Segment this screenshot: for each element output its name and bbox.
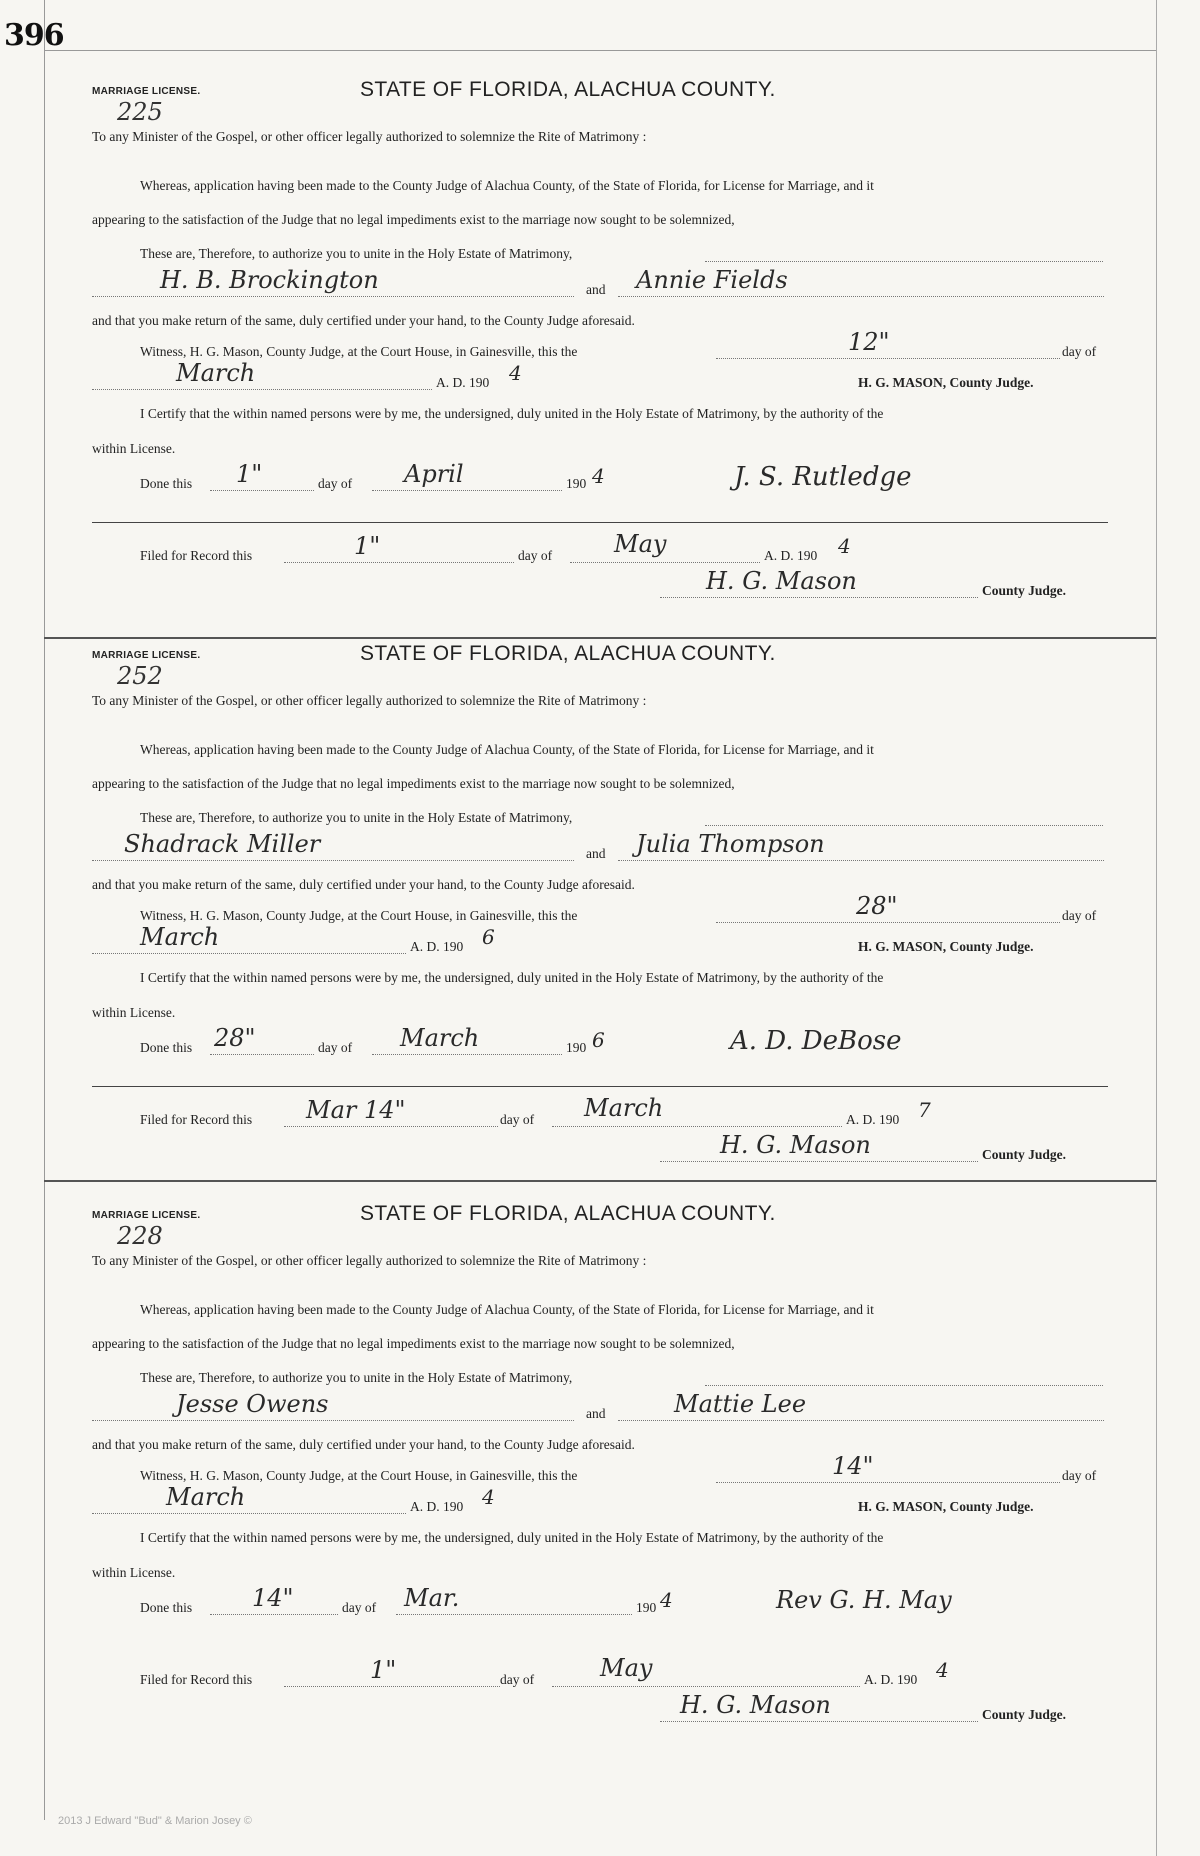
- witness-month: March: [176, 359, 256, 387]
- witness-month-rule: [92, 1513, 406, 1514]
- done-year: 6: [592, 1028, 605, 1052]
- and-label: and: [586, 1406, 606, 1421]
- judge-signature-rule: [660, 597, 978, 598]
- certify-line-2: within License.: [92, 441, 176, 456]
- year-label: 190: [566, 1040, 587, 1055]
- done-month: March: [400, 1024, 480, 1052]
- witness-month: March: [166, 1483, 246, 1511]
- ad-label: A. D. 190: [410, 939, 464, 954]
- day-of-label: day of: [500, 1112, 535, 1127]
- filed-year: 4: [838, 534, 851, 558]
- witness-day-rule: [716, 358, 1060, 359]
- filed-month: May: [614, 530, 667, 558]
- day-of-label: day of: [500, 1672, 535, 1687]
- certify-line-1: I Certify that the within named persons were by me, the undersigned, duly united in the Holy Estate of Matrimony, by the authority of the: [140, 970, 884, 985]
- bride-rule: [618, 860, 1104, 861]
- done-month-rule: [372, 490, 562, 491]
- judge-signature-rule: [660, 1721, 978, 1722]
- whereas-line-2: appearing to the satisfaction of the Judge that no legal impediments exist to the marriage now sought to be solemnized,: [92, 212, 735, 227]
- groom-name: Shadrack Miller: [124, 830, 321, 858]
- return-line: and that you make return of the same, duly certified under your hand, to the County Judge aforesaid.: [92, 1437, 635, 1452]
- filed-month-rule: [570, 562, 760, 563]
- done-month: April: [404, 460, 464, 488]
- ad-label: A. D. 190: [764, 548, 818, 563]
- county-judge-label: County Judge.: [982, 1707, 1067, 1722]
- whereas-line-1: Whereas, application having been made to the County Judge of Alachua County, of the State of Florida, for License for Marriage, and it: [140, 742, 874, 757]
- day-of-label: day of: [342, 1600, 377, 1615]
- certify-line-1: I Certify that the within named persons were by me, the undersigned, duly united in the Holy Estate of Matrimony, by the authority of the: [140, 1530, 884, 1545]
- these-are-line: These are, Therefore, to authorize you to unite in the Holy Estate of Matrimony,: [140, 246, 573, 261]
- these-are-line: These are, Therefore, to authorize you to unite in the Holy Estate of Matrimony,: [140, 810, 573, 825]
- done-day: 28": [214, 1024, 256, 1052]
- done-day: 1": [236, 460, 263, 488]
- copyright-notice: 2013 J Edward "Bud" & Marion Josey ©: [58, 1815, 252, 1827]
- filed-label: Filed for Record this: [140, 1672, 253, 1687]
- witness-line: Witness, H. G. Mason, County Judge, at the Court House, in Gainesville, this the: [140, 1468, 578, 1483]
- judge-signature: H. G. Mason: [706, 567, 857, 595]
- filed-day-rule: [284, 1126, 498, 1127]
- judge-signature: H. G. Mason: [680, 1691, 831, 1719]
- done-day: 14": [252, 1584, 294, 1612]
- judge-printed: H. G. MASON, County Judge.: [858, 1499, 1034, 1514]
- done-month: Mar.: [404, 1584, 460, 1612]
- filed-year: 7: [918, 1098, 931, 1122]
- filed-day: 1": [354, 532, 381, 560]
- judge-printed: H. G. MASON, County Judge.: [858, 375, 1034, 390]
- filed-month-rule: [552, 1126, 842, 1127]
- license-number: 225: [117, 98, 163, 126]
- filed-day-rule: [284, 562, 514, 563]
- certify-line-1: I Certify that the within named persons were by me, the undersigned, duly united in the Holy Estate of Matrimony, by the authority of the: [140, 406, 884, 421]
- license-label: MARRIAGE LICENSE.: [92, 86, 201, 97]
- and-label: and: [586, 282, 606, 297]
- groom-name: Jesse Owens: [176, 1390, 329, 1418]
- officiant-signature: A. D. DeBose: [730, 1026, 902, 1056]
- day-of-label: day of: [318, 476, 353, 491]
- filed-month: March: [584, 1094, 664, 1122]
- day-of-label: day of: [1062, 908, 1097, 923]
- witness-month-rule: [92, 389, 432, 390]
- ad-label: A. D. 190: [410, 1499, 464, 1514]
- return-line: and that you make return of the same, duly certified under your hand, to the County Judge aforesaid.: [92, 313, 635, 328]
- filed-day-rule: [284, 1686, 500, 1687]
- whereas-line-1: Whereas, application having been made to the County Judge of Alachua County, of the State of Florida, for License for Marriage, and it: [140, 1302, 874, 1317]
- filed-day: 1": [370, 1656, 397, 1684]
- judge-signature-rule: [660, 1161, 978, 1162]
- witness-year: 4: [509, 361, 522, 385]
- county-judge-label: County Judge.: [982, 1147, 1067, 1162]
- whereas-line-2: appearing to the satisfaction of the Judge that no legal impediments exist to the marriage now sought to be solemnized,: [92, 776, 735, 791]
- ad-label: A. D. 190: [436, 375, 490, 390]
- judge-printed: H. G. MASON, County Judge.: [858, 939, 1034, 954]
- witness-day: 12": [848, 328, 890, 356]
- bride-name: Annie Fields: [636, 266, 788, 294]
- page-right-edge: [1156, 0, 1157, 1856]
- filed-label: Filed for Record this: [140, 1112, 253, 1127]
- ad-label: A. D. 190: [846, 1112, 900, 1127]
- year-label: 190: [566, 476, 587, 491]
- whereas-line-1: Whereas, application having been made to the County Judge of Alachua County, of the State of Florida, for License for Marriage, and it: [140, 178, 874, 193]
- license-heading: STATE OF FLORIDA, ALACHUA COUNTY.: [360, 642, 776, 665]
- page-number: 396: [4, 18, 64, 53]
- section-rule: [92, 1086, 1108, 1087]
- filed-month-rule: [552, 1686, 860, 1687]
- done-day-rule: [210, 1054, 314, 1055]
- groom-rule: [92, 1420, 574, 1421]
- license-label: MARRIAGE LICENSE.: [92, 650, 201, 661]
- filed-label: Filed for Record this: [140, 548, 253, 563]
- and-label: and: [586, 846, 606, 861]
- license-label: MARRIAGE LICENSE.: [92, 1210, 201, 1221]
- whereas-line-2: appearing to the satisfaction of the Judge that no legal impediments exist to the marriage now sought to be solemnized,: [92, 1336, 735, 1351]
- ad-label: A. D. 190: [864, 1672, 918, 1687]
- groom-name: H. B. Brockington: [160, 266, 379, 294]
- these-are-line: These are, Therefore, to authorize you to unite in the Holy Estate of Matrimony,: [140, 1370, 573, 1385]
- witness-year: 4: [482, 1485, 495, 1509]
- day-of-label: day of: [518, 548, 553, 563]
- witness-month: March: [140, 923, 220, 951]
- day-of-label: day of: [1062, 344, 1097, 359]
- license-heading: STATE OF FLORIDA, ALACHUA COUNTY.: [360, 78, 776, 101]
- judge-signature: H. G. Mason: [720, 1131, 871, 1159]
- officiant-signature: Rev G. H. May: [776, 1586, 952, 1614]
- done-month-rule: [372, 1054, 562, 1055]
- done-year: 4: [592, 464, 605, 488]
- year-label: 190: [636, 1600, 657, 1615]
- witness-day: 14": [832, 1452, 874, 1480]
- license-heading: STATE OF FLORIDA, ALACHUA COUNTY.: [360, 1202, 776, 1225]
- done-this-label: Done this: [140, 476, 193, 491]
- done-year: 4: [660, 1588, 673, 1612]
- bride-name: Julia Thompson: [636, 830, 825, 858]
- address-line: To any Minister of the Gospel, or other officer legally authorized to solemnize the Rite of Matrimony :: [92, 129, 647, 144]
- section-separator: [44, 1180, 1156, 1182]
- dotted-rule: [705, 261, 1103, 262]
- bride-rule: [618, 296, 1104, 297]
- address-line: To any Minister of the Gospel, or other officer legally authorized to solemnize the Rite of Matrimony :: [92, 693, 647, 708]
- witness-line: Witness, H. G. Mason, County Judge, at the Court House, in Gainesville, this the: [140, 344, 578, 359]
- done-day-rule: [210, 1614, 338, 1615]
- certify-line-2: within License.: [92, 1565, 176, 1580]
- dotted-rule: [705, 1385, 1103, 1386]
- done-this-label: Done this: [140, 1040, 193, 1055]
- groom-rule: [92, 860, 574, 861]
- done-day-rule: [210, 490, 314, 491]
- filed-year: 4: [936, 1658, 949, 1682]
- license-number: 252: [117, 662, 163, 690]
- page-top-edge: [44, 50, 1156, 51]
- filed-month: May: [600, 1654, 653, 1682]
- witness-day-rule: [716, 922, 1060, 923]
- witness-day: 28": [856, 892, 898, 920]
- bride-name: Mattie Lee: [674, 1390, 807, 1418]
- filed-day: Mar 14": [306, 1096, 406, 1124]
- county-judge-label: County Judge.: [982, 583, 1067, 598]
- day-of-label: day of: [318, 1040, 353, 1055]
- day-of-label: day of: [1062, 1468, 1097, 1483]
- certify-line-2: within License.: [92, 1005, 176, 1020]
- officiant-signature: J. S. Rutledge: [734, 462, 912, 492]
- witness-line: Witness, H. G. Mason, County Judge, at the Court House, in Gainesville, this the: [140, 908, 578, 923]
- bride-rule: [618, 1420, 1104, 1421]
- witness-day-rule: [716, 1482, 1060, 1483]
- done-month-rule: [396, 1614, 632, 1615]
- return-line: and that you make return of the same, duly certified under your hand, to the County Judge aforesaid.: [92, 877, 635, 892]
- page-left-edge: [44, 0, 45, 1820]
- groom-rule: [92, 296, 574, 297]
- license-number: 228: [117, 1222, 163, 1250]
- witness-month-rule: [92, 953, 406, 954]
- section-separator: [44, 637, 1156, 639]
- witness-year: 6: [482, 925, 495, 949]
- address-line: To any Minister of the Gospel, or other officer legally authorized to solemnize the Rite of Matrimony :: [92, 1253, 647, 1268]
- done-this-label: Done this: [140, 1600, 193, 1615]
- section-rule: [92, 522, 1108, 523]
- dotted-rule: [705, 825, 1103, 826]
